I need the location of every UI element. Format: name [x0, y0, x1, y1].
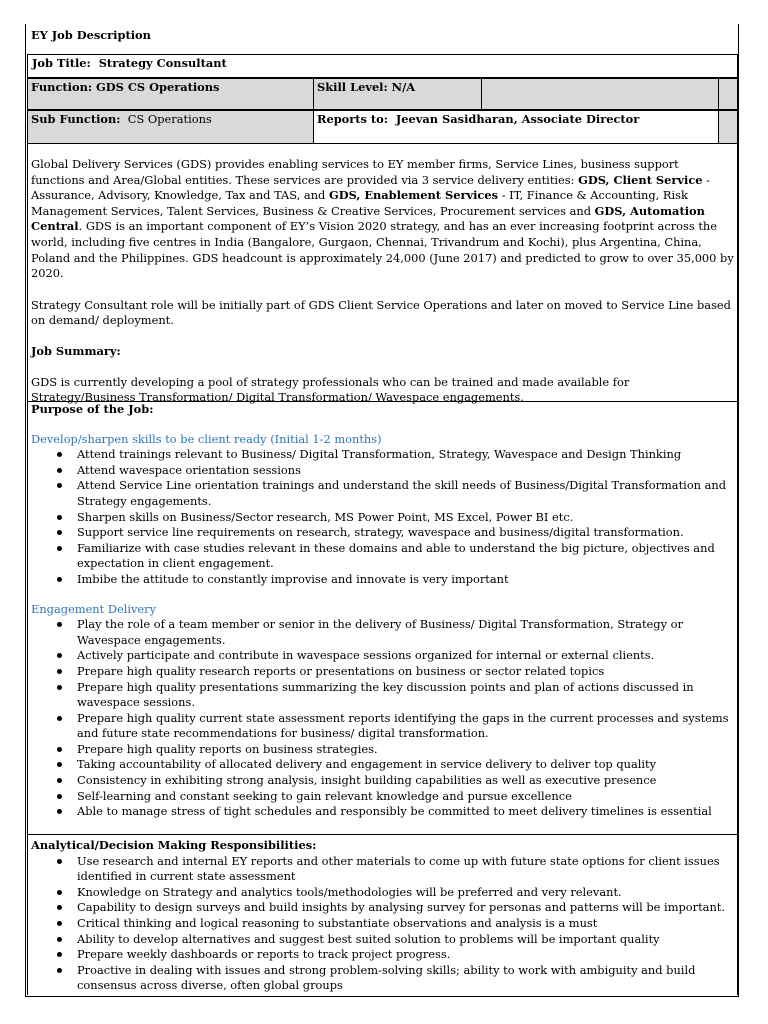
- empty-cell-narrow: [718, 78, 738, 110]
- list-item: Taking accountability of allocated delivery and engagement in service delivery to deliver top quality: [31, 757, 735, 773]
- intro-paragraph: Global Delivery Services (GDS) provides enabling services to EY member firms, Service Lines, business support functions and Area/Global entities. These services are provided via 3 service delivery entities: GDS, Client Service - Assurance, Advisory, Knowledge, Tax and TAS, and GDS, Enablement Services - IT, Finance & Accounting, Risk Management Services, Talent Services, Business & Creative Services, Procurement services and GDS, Automation Central. GDS is an important component of EY’s Vision 2020 strategy, and has an ever increasing footprint across the world, including five centres in India (Bangalore, Gurgaon, Chennai, Trivandrum and Kochi), plus Argentina, China, Poland and the Philippines. GDS headcount is approximately 24,000 (June 2017) and predicted to grow to over 35,000 by 2020.: [31, 157, 734, 281]
- list-item: Prepare high quality reports on business strategies.: [31, 742, 735, 758]
- reports-to-cell: [313, 110, 719, 144]
- function-cell: [27, 78, 314, 110]
- list-item: Prepare high quality research reports or presentations on business or sector related topics: [31, 664, 735, 680]
- reports-to-text: Reports to: Jeevan Sasidharan, Associate Director: [317, 112, 640, 126]
- list-item: Imbibe the attitude to constantly improvise and innovate is very important: [31, 572, 735, 588]
- skill-level-cell: [313, 78, 482, 110]
- empty-cell: [481, 78, 719, 110]
- sub-function-text: Sub Function: CS Operations: [31, 112, 212, 126]
- list-item: Knowledge on Strategy and analytics tools/methodologies will be preferred and very relevant.: [31, 885, 735, 901]
- list-item: Support service line requirements on research, strategy, wavespace and business/digital transformation.: [31, 525, 735, 541]
- engagement-delivery-heading: Engagement Delivery: [31, 601, 157, 616]
- sub-function-cell: [27, 110, 314, 144]
- develop-heading: Develop/sharpen skills to be client ready (Initial 1-2 months): [31, 431, 382, 446]
- analytical-heading: Analytical/Decision Making Responsibilities:: [31, 838, 317, 852]
- intro-section: [27, 144, 738, 405]
- list-item: Attend wavespace orientation sessions: [31, 463, 735, 479]
- list-item: Consistency in exhibiting strong analysis, insight building capabilities as well as executive presence: [31, 773, 735, 789]
- job-summary-heading: Job Summary:: [31, 343, 121, 358]
- list-item: Prepare high quality current state assessment reports identifying the gaps in the current processes and systems and future state recommendations for business/ digital transformation.: [31, 711, 735, 742]
- list-item: Proactive in dealing with issues and strong problem-solving skills; ability to work with ambiguity and build consensus across diverse, often global groups: [31, 963, 735, 994]
- list-item: Actively participate and contribute in wavespace sessions organized for internal or external clients.: [31, 648, 735, 664]
- skill-level-text: Skill Level: N/A: [317, 80, 416, 94]
- document-title: EY Job Description: [31, 28, 151, 42]
- list-item: Prepare weekly dashboards or reports to track project progress.: [31, 947, 735, 963]
- job-title-row: [27, 54, 738, 78]
- list-item: Familiarize with case studies relevant in these domains and able to understand the big picture, objectives and expectation in client engagement.: [31, 541, 735, 572]
- list-item: Attend trainings relevant to Business/ Digital Transformation, Strategy, Wavespace and Design Thinking: [31, 447, 735, 463]
- sub-function-row: [27, 110, 738, 144]
- function-row: [27, 78, 738, 110]
- purpose-section: [27, 402, 738, 835]
- list-item: Capability to design surveys and build insights by analysing survey for personas and patterns will be important.: [31, 900, 735, 916]
- delivery-list: [31, 617, 735, 820]
- list-item: Use research and internal EY reports and other materials to come up with future state options for client issues identified in current state assessment: [31, 854, 735, 885]
- function-text: Function: GDS CS Operations: [31, 80, 220, 94]
- develop-list: [31, 447, 735, 587]
- job-title: Job Title: Strategy Consultant: [32, 56, 227, 70]
- purpose-heading: Purpose of the Job:: [31, 402, 154, 416]
- list-item: Play the role of a team member or senior in the delivery of Business/ Digital Transformation, Strategy or Wavespace engagements.: [31, 617, 735, 648]
- list-item: Attend Service Line orientation trainings and understand the skill needs of Business/Digital Transformation and Strategy engagements.: [31, 478, 735, 509]
- empty-cell-narrow: [718, 110, 738, 144]
- analytical-list: [31, 854, 735, 994]
- list-item: Ability to develop alternatives and suggest best suited solution to problems will be important quality: [31, 932, 735, 948]
- role-paragraph: Strategy Consultant role will be initially part of GDS Client Service Operations and later on moved to Service Line based on demand/ deployment.: [31, 297, 731, 328]
- list-item: Self-learning and constant seeking to gain relevant knowledge and pursue excellence: [31, 789, 735, 805]
- list-item: Prepare high quality presentations summarizing the key discussion points and plan of actions discussed in wavespace sessions.: [31, 680, 735, 711]
- job-summary-text: GDS is currently developing a pool of strategy professionals who can be trained and made available for Strategy/Business Transformation/ Digital Transformation/ Wavespace engagements.: [31, 374, 630, 405]
- list-item: Sharpen skills on Business/Sector research, MS Power Point, MS Excel, Power BI etc.: [31, 510, 735, 526]
- list-item: Critical thinking and logical reasoning to substantiate observations and analysis is a must: [31, 916, 735, 932]
- analytical-section: [27, 835, 738, 995]
- list-item: Able to manage stress of tight schedules and responsibly be committed to meet delivery timelines is essential: [31, 804, 735, 820]
